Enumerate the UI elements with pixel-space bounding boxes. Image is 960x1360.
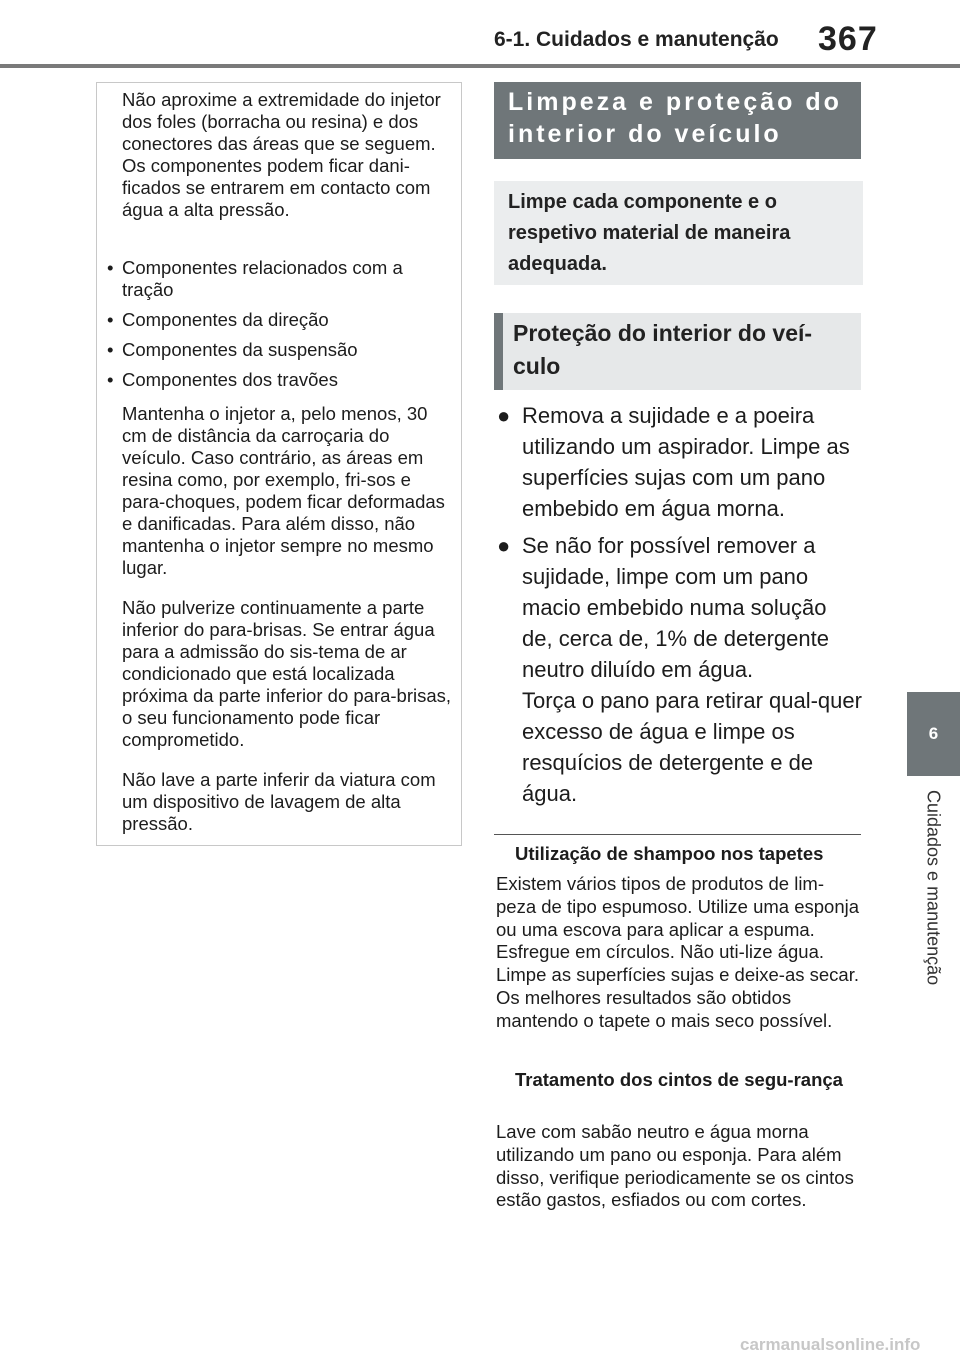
bullet-dot-icon: • [107, 339, 114, 360]
shampoo-text: Existem vários tipos de produtos de lim-peza de tipo espumoso. Utilize uma esponja ou uma escova para aplicar a espuma. Esfregue em círculos. Não uti-lize água. Limpe as superfícies sujas e deixe-as secar. Os melhores resultados são obtidos mantendo o tapete o mais seco possível. [496, 873, 860, 1031]
bullet-dot-icon: • [107, 309, 114, 330]
chapter-label-text: Cuidados e manutenção [923, 790, 944, 986]
bullet-circle-icon: ● [497, 533, 511, 558]
list-item-text: Componentes dos travões [122, 369, 338, 390]
shampoo-heading: Utilização de shampoo nos tapetes [515, 843, 824, 864]
caution-paragraph-3: Não pulverize continuamente a parte inferior do para-brisas. Se entrar água para a admissão do sis-tema de ar condicionado que está localizada próxima da parte inferior do para-brisas, o seu funcionamento pode ficar comprometido. [122, 597, 452, 750]
page-number: 367 [818, 20, 878, 58]
intro-box: Limpe cada componente e o respetivo material de maneira adequada. [494, 181, 863, 285]
seatbelt-text: Lave com sabão neutro e água morna utilizando um pano ou esponja. Para além disso, verifique periodicamente se os cintos estão gastos, esfiados ou com cortes. [496, 1121, 854, 1211]
divider [494, 834, 861, 835]
header-divider [0, 64, 960, 68]
bullet-dot-icon: • [107, 369, 114, 390]
chapter-number: 6 [928, 724, 939, 743]
chapter-tab[interactable] [907, 692, 960, 776]
watermark: carmanualsonline.info [740, 1335, 921, 1354]
section-heading: Limpeza e proteção do interior do veículo [494, 82, 861, 159]
list-item-text: Remova a sujidade e a poeira utilizando um aspirador. Limpe as superfícies sujas com um pano embebido em água morna. [522, 403, 850, 521]
chapter-label [906, 790, 960, 1030]
caution-box [96, 82, 462, 846]
list-item-text: Se não for possível remover a sujidade, limpe com um pano macio embebido numa solução de, cerca de, 1% de detergente neutro diluído em água. Torça o pano para retirar qual-quer excesso de água e limpe os resquícios de detergente e de água. [522, 533, 862, 806]
list-item-text: Componentes da direção [122, 309, 329, 330]
bullet-circle-icon: ● [497, 403, 511, 428]
caution-paragraph-4: Não lave a parte inferir da viatura com um dispositivo de lavagem de alta pressão. [122, 769, 436, 834]
caution-paragraph-2: Mantenha o injetor a, pelo menos, 30 cm de distância da carroçaria do veículo. Caso contrário, as áreas em resina como, por exemplo, fri-sos e para-choques, podem ficar deformadas e danificadas. Para além disso, não mantenha o injetor sempre no mesmo lugar. [122, 403, 445, 578]
seatbelt-heading: Tratamento dos cintos de segu-rança [515, 1069, 843, 1090]
list-item-text: Componentes da suspensão [122, 339, 358, 360]
caution-paragraph-1: Não aproxime a extremidade do injetor dos foles (borracha ou resina) e dos conectores das áreas que se seguem. Os componentes podem ficar dani-ficados se entrarem em contacto com água a alta pressão. [122, 89, 441, 220]
subsection-heading: Proteção do interior do veí-culo [494, 313, 861, 390]
list-item-text: Componentes relacionados com a tração [122, 257, 403, 300]
bullet-dot-icon: • [107, 257, 114, 278]
section-title: 6-1. Cuidados e manutenção [494, 28, 779, 51]
